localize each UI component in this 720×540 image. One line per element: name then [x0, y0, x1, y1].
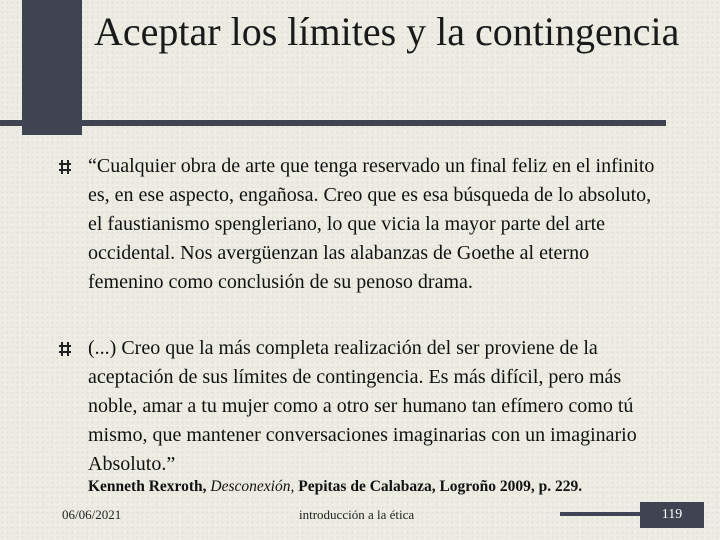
footer-divider [560, 512, 640, 516]
bullet-item [88, 334, 656, 479]
decorative-side-bar [22, 0, 82, 135]
title-divider [0, 120, 666, 126]
citation-details: Pepitas de Calabaza, Logroño 2009, p. 229. [294, 478, 583, 495]
bullet-item [88, 152, 656, 297]
hash-bullet-icon [58, 341, 72, 357]
citation-work: Desconexión, [210, 478, 295, 495]
footer-course-title: introducción a la ética [299, 507, 415, 522]
slide-title: Aceptar los límites y la contingencia [94, 9, 680, 54]
bullet-text: “Cualquier obra de arte que tenga reservado un final feliz en el infinito es, en ese aspecto, engañosa. Creo que es esa búsqueda de lo absoluto, el faustianismo spengleriano, lo que vicia la mayor parte del arte occidental. Nos avergüenzan las alabanzas de Goethe al eterno femenino como conclusión de su penoso drama. [88, 155, 655, 293]
footer-date: 06/06/2021 [62, 507, 122, 522]
bullet-text: (...) Creo que la más completa realización del ser proviene de la aceptación de sus límites de contingencia. Es más difícil, pero más noble, amar a tu mujer como a otro ser humano tan efímero como tú mismo, que mantener conversaciones imaginarias con un imaginario Absoluto.” [88, 337, 637, 475]
citation-author: Kenneth Rexroth, [88, 478, 211, 495]
slide-number: 119 [640, 502, 704, 528]
hash-bullet-icon [58, 159, 72, 175]
citation [88, 477, 688, 497]
